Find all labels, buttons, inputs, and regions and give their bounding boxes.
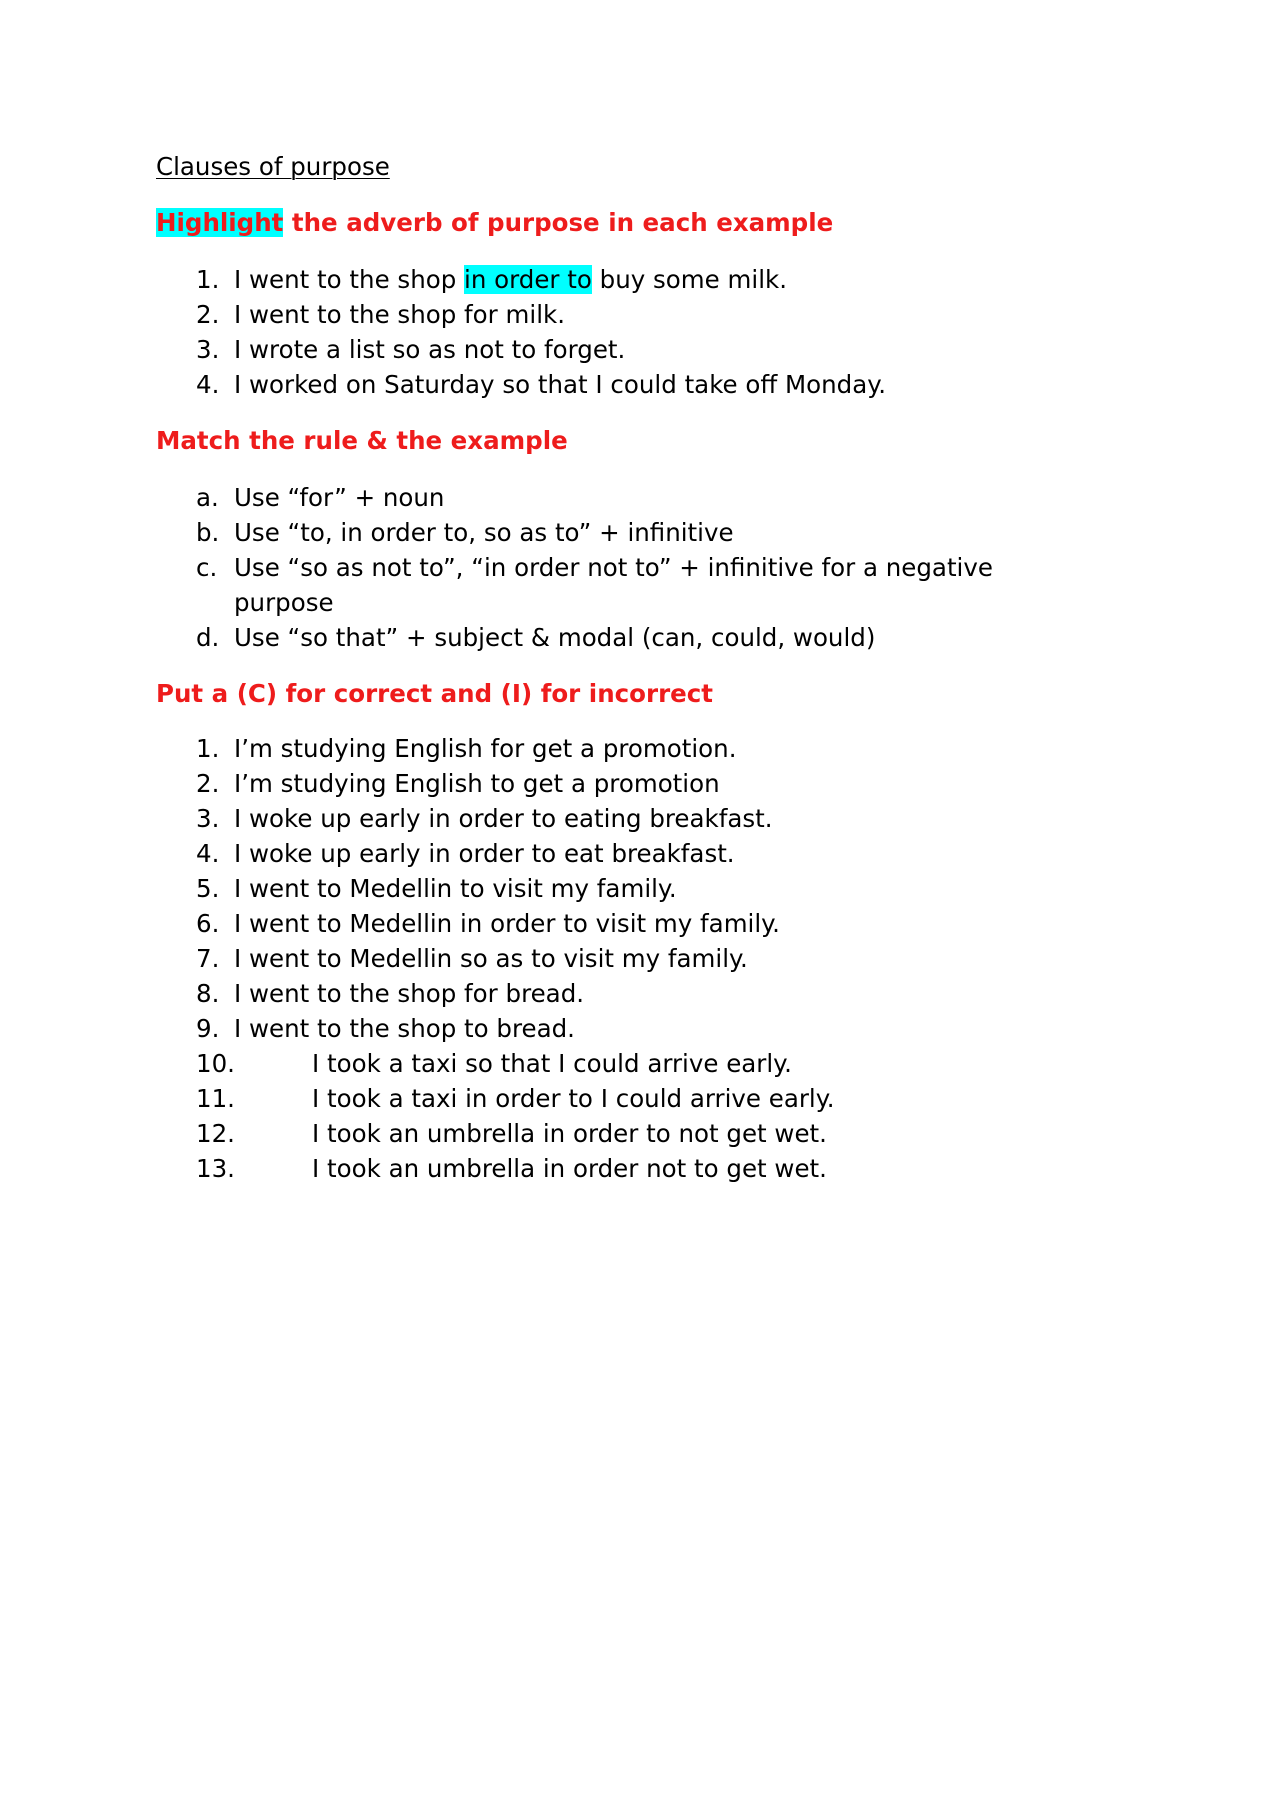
list-item-number: 7. [196,944,220,973]
list-item-text: buy some milk. [591,265,787,294]
list-item-number: 2. [196,300,220,329]
list-item-letter: c. [196,553,218,582]
list-item [156,766,1056,801]
list-item-number: 10. [196,1049,235,1078]
section1-heading [156,206,1056,240]
title-row [156,150,1056,184]
list-item-number: 9. [196,1014,220,1043]
list-item-letter: b. [196,518,220,547]
list-item-number: 3. [196,335,220,364]
list-item-number: 5. [196,874,220,903]
document-title: Clauses of purpose [156,152,390,181]
list-item-text: I’m studying English for get a promotion. [234,734,737,763]
section1-heading-highlight: Highlight [156,208,284,237]
list-item [156,1011,1056,1046]
list-item-number: 3. [196,804,220,833]
list-item-text: I worked on Saturday so that I could take off Monday. [234,370,887,399]
list-item-number: 4. [196,370,220,399]
list-item [156,515,1056,550]
section3-list [156,731,1056,1186]
section1-heading-rest: the adverb of purpose in each example [283,208,834,237]
list-item [156,906,1056,941]
section-correct-incorrect [156,677,1056,1186]
list-item-text: I woke up early in order to eating breakfast. [234,804,773,833]
list-item-text: I went to the shop for bread. [234,979,585,1008]
list-item-number: 11. [196,1084,235,1113]
section1-list [156,262,1056,402]
list-item [156,262,1056,297]
list-item [156,871,1056,906]
list-item [156,941,1056,976]
list-item-number: 1. [196,734,220,763]
list-item-text: Use “for” + noun [234,483,445,512]
list-item [156,1081,1056,1116]
document-page [156,150,1056,1186]
list-item-text: I went to the shop [234,265,465,294]
list-item-number: 1. [196,265,220,294]
list-item-text: I went to the shop to bread. [234,1014,575,1043]
list-item [156,801,1056,836]
list-item [156,550,1056,620]
list-item [156,480,1056,515]
list-item-number: 8. [196,979,220,1008]
list-item-text: I took an umbrella in order to not get wet. [312,1119,827,1148]
list-item-number: 2. [196,769,220,798]
list-item-text: Use “so that” + subject & modal (can, could, would) [234,623,876,652]
list-item-number: 4. [196,839,220,868]
section2-list [156,480,1056,655]
list-item-text: I took an umbrella in order not to get wet. [312,1154,827,1183]
list-item-text: I went to Medellin to visit my family. [234,874,677,903]
list-item [156,976,1056,1011]
list-item [156,836,1056,871]
list-item-text: I went to Medellin in order to visit my family. [234,909,780,938]
list-item [156,1046,1056,1081]
list-item [156,1151,1056,1186]
section-match [156,424,1056,655]
list-item-letter: a. [196,483,219,512]
list-item [156,332,1056,367]
list-item-text: I went to the shop for milk. [234,300,565,329]
list-item-text: I’m studying English to get a promotion [234,769,720,798]
section-highlight [156,206,1056,402]
list-item-text: I took a taxi in order to I could arrive early. [312,1084,835,1113]
list-item [156,1116,1056,1151]
list-item [156,367,1056,402]
list-item-text: I woke up early in order to eat breakfast. [234,839,735,868]
list-item-letter: d. [196,623,220,652]
list-item [156,620,1056,655]
list-item-number: 6. [196,909,220,938]
highlighted-phrase: in order to [464,265,592,294]
list-item-text: I took a taxi so that I could arrive early. [312,1049,792,1078]
list-item [156,297,1056,332]
list-item-text: I wrote a list so as not to forget. [234,335,626,364]
list-item-text: Use “to, in order to, so as to” + infinitive [234,518,734,547]
list-item-number: 12. [196,1119,235,1148]
list-item-text: I went to Medellin so as to visit my family. [234,944,748,973]
list-item [156,731,1056,766]
section3-heading: Put a (C) for correct and (I) for incorrect [156,679,714,708]
section2-heading: Match the rule & the example [156,426,568,455]
list-item-text: Use “so as not to”, “in order not to” + infinitive for a negative purpose [234,553,993,617]
list-item-number: 13. [196,1154,235,1183]
